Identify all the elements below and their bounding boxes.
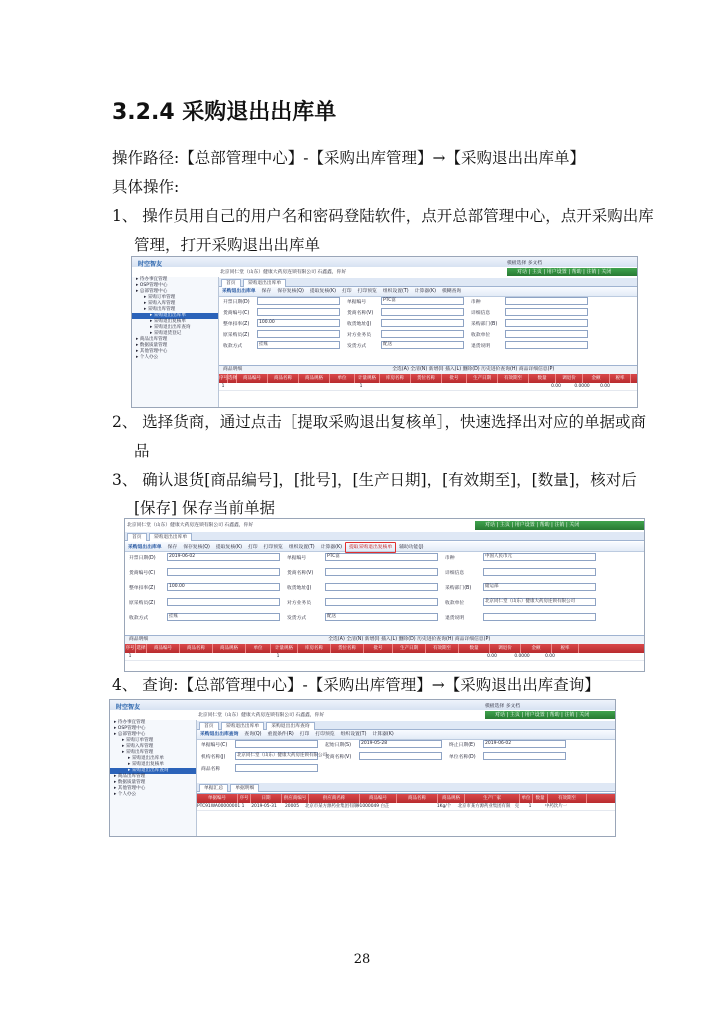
form-field — [129, 613, 280, 621]
field-input[interactable]: 北京同仁堂（山东）健康大药房连锁有限公司 — [237, 753, 327, 758]
grid-title-text: 商品明细 — [223, 367, 243, 372]
tree-item[interactable]: ▸ 采购出库管理 — [122, 750, 154, 755]
form-field — [347, 330, 464, 338]
result-tabs — [197, 783, 615, 792]
column-header[interactable]: 商品编号 — [147, 644, 180, 653]
grid-title — [125, 636, 644, 644]
column-header[interactable]: 货位名称 — [411, 374, 442, 383]
field-input[interactable]: 中国人民币元 — [483, 553, 596, 561]
toolbar-title: 采购退出出库单 — [128, 545, 162, 550]
tree-item[interactable]: ▸ 总部管理中心 — [136, 289, 168, 294]
field-label: 整单扣率(Z) — [129, 585, 156, 591]
column-header[interactable]: 供应商编号 — [282, 794, 309, 803]
field-input[interactable]: 储运部 — [483, 583, 596, 591]
toolbar — [197, 730, 615, 740]
form-field — [223, 341, 340, 349]
form-field — [201, 764, 318, 772]
toolbar-button[interactable]: 打印 — [248, 545, 258, 550]
column-header[interactable]: 计量规格 — [355, 374, 380, 383]
top-menu[interactable]: 对话 | 主页 | 用户设置 | 帮助 | 注销 | 关闭 — [475, 521, 645, 530]
tree-item[interactable]: ▸ 采购入库管理 — [144, 301, 176, 306]
screenshot-3 — [109, 699, 616, 837]
field-label: 单据编号 — [347, 299, 367, 305]
field-label: 货商名称(V) — [287, 570, 314, 576]
table-row[interactable] — [125, 653, 644, 661]
table-cell: 0.0000 — [574, 384, 590, 389]
toolbar-button[interactable]: 模糊查询 — [441, 289, 462, 294]
table-cell: PTC91WA00000001 — [197, 804, 241, 809]
form-field — [287, 553, 438, 561]
column-header[interactable]: 选择 — [136, 646, 146, 651]
table-cell: 1 — [128, 654, 132, 659]
toolbar — [125, 542, 644, 552]
field-input[interactable] — [381, 308, 464, 316]
form-field — [471, 308, 588, 316]
field-label: 收款单位 — [445, 600, 465, 606]
form-field — [129, 553, 280, 561]
field-label: 币种 — [445, 555, 455, 561]
detail-label: 具体操作: — [112, 178, 180, 196]
template-select[interactable]: 模板选择 多文档 — [507, 261, 543, 266]
step-4-line: 4、 查询:【总部管理中心】-【采购出库管理】→【采购退出出库查询】 — [112, 676, 600, 694]
tab-item[interactable]: 采购退出出库单 — [243, 279, 287, 287]
field-input[interactable]: 2019-06-02 — [167, 553, 280, 561]
toolbar-button[interactable]: 打印 — [342, 289, 352, 294]
toolbar-button[interactable]: 打印预览 — [263, 545, 283, 550]
toolbar-button[interactable]: 提取采购退出复核单 — [345, 542, 396, 553]
table-cell: 0.00 — [487, 654, 497, 659]
field-input[interactable] — [325, 568, 438, 576]
column-header[interactable]: 有效期至 — [498, 374, 529, 383]
toolbar-button[interactable]: 辅助功能(J) — [399, 545, 424, 550]
form-field — [129, 568, 280, 576]
tree-item[interactable]: ▸ OSP管理中心 — [114, 726, 146, 731]
field-label: 退货说明 — [471, 343, 491, 349]
field-input[interactable] — [505, 319, 588, 327]
column-header[interactable]: 供应商名称 — [309, 794, 360, 803]
page-number: 28 — [353, 952, 371, 967]
field-label: 发货方式 — [347, 343, 367, 349]
field-label: 对方业务员 — [347, 332, 371, 338]
form-field — [201, 740, 318, 748]
field-input[interactable] — [505, 330, 588, 338]
form-field — [471, 330, 588, 338]
field-label: 商品名称 — [201, 766, 221, 772]
field-label: 机构名称(J) — [201, 754, 226, 760]
table-cell: 1 — [359, 384, 363, 389]
step-2-line-2: 品 — [134, 442, 150, 460]
form-field — [471, 297, 588, 305]
company-greeting: 北京同仁堂（山东）健康大药房连锁有限公司 石鑫鑫，你好 — [220, 270, 347, 275]
operation-path: 操作路径:【总部管理中心】-【采购出库管理】→【采购退出出库单】 — [112, 149, 585, 167]
form-field — [347, 319, 464, 327]
column-header[interactable]: 序号 — [238, 794, 251, 803]
form-field — [325, 740, 442, 748]
column-header[interactable]: 税率 — [552, 644, 579, 653]
form-field — [287, 613, 438, 621]
step-2-line-1: 2、 选择货商，通过点击［提取采购退出复核单］，快速选择出对应的单据或商 — [112, 413, 647, 431]
tab-item[interactable]: 采购退出出库查询 — [266, 722, 314, 730]
tree-item[interactable]: ▸ 采购入库管理 — [122, 744, 154, 749]
toolbar-button[interactable]: 保存复核(Q) — [183, 545, 210, 550]
tab-item[interactable]: 首页 — [127, 533, 147, 541]
field-label: 起始日期(S) — [325, 742, 351, 748]
field-input[interactable] — [257, 297, 340, 305]
column-header[interactable]: 计量规格 — [271, 644, 298, 653]
tab-item[interactable]: 采购退出出库单 — [149, 533, 193, 541]
tree-item[interactable]: ▸ 采购出库管理 — [144, 307, 176, 312]
step-3-line-1: 3、 确认退货[商品编号]，[批号]，[生产日期]，[有效期至]，[数量]，核对后 — [112, 471, 637, 489]
field-input[interactable]: 北京同仁堂（山东）健康大药房连锁有限公司 — [483, 598, 596, 606]
field-label: 详细信息 — [471, 310, 491, 316]
field-label: 整单扣率(Z) — [223, 321, 250, 327]
column-header[interactable]: 数量 — [533, 794, 548, 803]
goods-grid — [219, 365, 637, 407]
field-label: 退货说明 — [445, 615, 465, 621]
field-label: 发货方式 — [287, 615, 307, 621]
table-cell: 1 — [276, 654, 280, 659]
toolbar-title: 采购退出出库单 — [222, 289, 256, 294]
tab-bar — [219, 278, 637, 287]
screenshot-1 — [131, 256, 638, 408]
field-input[interactable] — [505, 308, 588, 316]
toolbar-button[interactable]: 计算器(K) — [372, 732, 394, 737]
tree-item[interactable]: ▸ 商品出库管理 — [114, 774, 146, 779]
grid-columns — [197, 794, 615, 803]
tree-item[interactable]: ▸ 采购退出出库单 — [132, 313, 218, 319]
table-cell: 1 — [528, 804, 532, 809]
column-header[interactable]: 序号 — [219, 376, 228, 381]
form-field — [445, 553, 596, 561]
field-label: 货商名称(V) — [325, 754, 352, 760]
field-input[interactable] — [381, 319, 464, 327]
app-logo: 时空智友 — [138, 261, 163, 268]
table-cell: 2019-05-31 — [251, 804, 277, 809]
table-row[interactable] — [197, 803, 615, 811]
field-input[interactable] — [235, 764, 318, 772]
step-1-line-2: 管理，打开采购退出出库单 — [134, 236, 321, 254]
table-row[interactable] — [219, 383, 637, 391]
table-cell: 中药饮片一 — [545, 804, 567, 809]
field-input[interactable]: PTC富 — [381, 297, 464, 305]
tree-item[interactable]: ▸ 采购退出出库查询 — [110, 768, 196, 774]
tab-bar — [125, 532, 644, 541]
field-input[interactable] — [381, 330, 464, 338]
field-label: 货商编号(C) — [223, 310, 250, 316]
field-input[interactable] — [325, 598, 438, 606]
column-header[interactable]: 数量 — [459, 644, 490, 653]
form-field — [287, 583, 438, 591]
field-input[interactable] — [359, 752, 442, 760]
app-logo: 时空智友 — [116, 704, 141, 711]
table-cell: 1 — [241, 804, 245, 809]
tree-item[interactable]: ▸ 个人办公 — [114, 792, 137, 797]
field-label: 币种 — [471, 299, 481, 305]
column-header[interactable]: 单位 — [330, 374, 355, 383]
field-input[interactable] — [483, 613, 596, 621]
toolbar-button[interactable]: 打印预览 — [357, 289, 377, 294]
toolbar — [219, 287, 637, 297]
top-menu[interactable]: 对话 | 主页 | 用户设置 | 帮助 | 注销 | 关闭 — [507, 268, 638, 276]
column-header[interactable]: 单位 — [520, 794, 533, 803]
table-cell: 克 — [514, 804, 520, 809]
column-header[interactable]: 商品名称 — [397, 794, 438, 803]
field-input[interactable] — [167, 598, 280, 606]
column-header[interactable]: 调退价 — [490, 644, 521, 653]
field-label: 开票日期(D) — [129, 555, 156, 561]
toolbar-button[interactable]: 提取复核(K) — [309, 289, 336, 294]
column-header[interactable]: 金额 — [521, 644, 552, 653]
column-header[interactable]: 生产日期 — [467, 374, 498, 383]
tree-item[interactable]: ▸ 总部管理中心 — [114, 732, 146, 737]
field-input[interactable]: 挂账 — [257, 341, 340, 349]
toolbar-button[interactable]: 保存复核(Q) — [277, 289, 304, 294]
field-label: 单位名称(D) — [449, 754, 476, 760]
form-field — [129, 583, 280, 591]
tree-item[interactable]: ▸ 采购订单管理 — [144, 295, 176, 300]
field-label: 采购部门(B) — [445, 585, 472, 591]
field-label: 收款单位 — [471, 332, 491, 338]
column-header[interactable]: 库房名称 — [298, 644, 331, 653]
form-field — [223, 297, 340, 305]
form-field — [223, 319, 340, 327]
form-field — [449, 740, 566, 748]
grid-title-text: 商品明细 — [129, 637, 149, 642]
toolbar-button[interactable]: 提取复核(K) — [215, 545, 242, 550]
field-label: 收款方式 — [129, 615, 149, 621]
tree-item[interactable]: ▸ 数据质量管理 — [114, 780, 146, 785]
field-input[interactable] — [325, 583, 438, 591]
column-header[interactable]: 有效期至 — [548, 794, 587, 803]
field-input[interactable] — [167, 568, 280, 576]
form-field — [129, 598, 280, 606]
column-header[interactable]: 日期 — [251, 794, 282, 803]
section-heading: 3.2.4 采购退出出库单 — [112, 100, 337, 125]
table-cell: 北京市某方源药业集团有限 — [457, 804, 511, 809]
field-input[interactable] — [257, 330, 340, 338]
field-input[interactable]: 100.00 — [167, 583, 280, 591]
field-input[interactable]: 100.00 — [257, 319, 340, 327]
toolbar-button[interactable]: 组织设置(T) — [340, 732, 367, 737]
tree-item[interactable]: ▸ 采购订单管理 — [122, 738, 154, 743]
tab-item[interactable]: 单据汇总 — [199, 784, 228, 792]
field-input[interactable] — [483, 568, 596, 576]
field-label: 货商名称(V) — [347, 310, 374, 316]
form-field — [287, 568, 438, 576]
tree-item[interactable]: ▸ 采购退出出库单 — [128, 756, 164, 761]
table-cell: 1Kg/个 — [436, 804, 452, 809]
company-greeting: 北京同仁堂（山东）健康大药房连锁有限公司 石鑫鑫，你好 — [198, 713, 325, 718]
form-field — [445, 598, 596, 606]
field-label: 开票日期(D) — [223, 299, 250, 305]
tree-item[interactable]: ▸ 个人办公 — [136, 355, 159, 360]
column-header[interactable]: 批号 — [442, 374, 467, 383]
column-header[interactable]: 商品名称 — [180, 644, 213, 653]
grid-title — [219, 366, 637, 374]
tree-item[interactable]: ▸ 采购退出复核单 — [150, 319, 186, 324]
tree-item[interactable]: ▸ 数据质量管理 — [136, 343, 168, 348]
toolbar-button[interactable]: 保存 — [261, 289, 272, 294]
nav-tree — [132, 277, 219, 407]
grid-columns — [219, 374, 637, 383]
form-field — [471, 341, 588, 349]
toolbar-button[interactable]: 组织设置(T) — [288, 545, 315, 550]
tree-item[interactable]: ▸ 采购退货登记 — [150, 331, 182, 336]
column-header[interactable]: 单据编号 — [197, 794, 238, 803]
order-form — [219, 297, 637, 353]
field-label: 原采购员(Z) — [129, 600, 156, 606]
table-cell: 0.00 — [600, 384, 610, 389]
step-1-line-1: 1、 操作员用自己的用户名和密码登陆软件，点开总部管理中心，点开采购出库 — [112, 207, 654, 225]
toolbar-button[interactable]: 查询(Q) — [244, 732, 262, 737]
field-input[interactable] — [257, 308, 340, 316]
column-header[interactable]: 选择 — [228, 376, 237, 381]
form-field — [445, 613, 596, 621]
column-header[interactable]: 商品规格 — [213, 644, 246, 653]
form-field — [449, 752, 566, 760]
column-header[interactable]: 商品名称 — [268, 374, 299, 383]
toolbar-button[interactable]: 计算器(K) — [320, 545, 342, 550]
field-input[interactable]: 配送 — [381, 341, 464, 349]
tab-item[interactable]: 采购退出出库单 — [221, 722, 265, 730]
grid-columns — [125, 644, 644, 653]
grid-actions[interactable]: 全选(A) 全清(N) 新增(I) 插入(L) 删除(D) 历史进价查询(H) 商品详细信息(P) — [392, 367, 555, 372]
column-header[interactable]: 生产厂家 — [465, 794, 520, 803]
field-input[interactable]: PTC富 — [325, 553, 438, 561]
field-label: 单据编号(C) — [201, 742, 228, 748]
column-header[interactable]: 批号 — [364, 644, 393, 653]
column-header[interactable]: 生产日期 — [393, 644, 426, 653]
toolbar-button[interactable]: 计算器(K) — [414, 289, 436, 294]
column-header[interactable]: 数量 — [529, 374, 556, 383]
field-input[interactable]: 2019-06-02 — [483, 740, 566, 748]
grid-actions[interactable]: 全选(A) 全清(N) 新增(I) 插入(L) 删除(D) 历史进价查询(H) 商品详细信息(P) — [328, 637, 491, 642]
tree-item[interactable]: ▸ 其他管理中心 — [136, 349, 168, 354]
tree-item[interactable]: ▸ 待办事宜管理 — [136, 277, 168, 282]
table-cell: 0.0000 — [514, 654, 530, 659]
field-label: 终止日期(E) — [449, 742, 475, 748]
tree-item[interactable]: ▸ 其他管理中心 — [114, 786, 146, 791]
field-input[interactable]: 配送 — [325, 613, 438, 621]
screenshot-2 — [124, 518, 645, 672]
tab-bar — [197, 721, 615, 730]
field-input[interactable] — [505, 341, 588, 349]
form-field — [223, 330, 340, 338]
column-header[interactable]: 税率 — [610, 374, 631, 383]
column-header[interactable]: 商品编号 — [237, 374, 268, 383]
field-input[interactable] — [483, 752, 566, 760]
field-input[interactable] — [235, 740, 318, 748]
column-header[interactable]: 商品规格 — [299, 374, 330, 383]
table-cell: 91000049 白芷 — [356, 804, 390, 809]
tab-item[interactable]: 首页 — [221, 279, 241, 287]
column-header[interactable]: 单位 — [246, 644, 271, 653]
field-input[interactable] — [505, 297, 588, 305]
tab-item[interactable]: 首页 — [199, 722, 219, 730]
column-header[interactable]: 库房名称 — [380, 374, 411, 383]
result-grid — [197, 793, 615, 836]
tab-item[interactable]: 单据明细 — [230, 784, 259, 792]
table-cell: 0.00 — [545, 654, 555, 659]
field-label: 详细信息 — [445, 570, 465, 576]
field-input[interactable]: 挂账 — [167, 613, 280, 621]
template-select[interactable]: 模板选择 多文档 — [485, 704, 521, 709]
field-label: 采购部门(B) — [471, 321, 498, 327]
column-header[interactable]: 商品规格 — [438, 794, 465, 803]
toolbar-button[interactable]: 保存 — [167, 545, 178, 550]
tree-item[interactable]: ▸ 商品出库管理 — [136, 337, 168, 342]
field-label: 收货地址(J) — [347, 321, 372, 327]
table-cell: 1 — [221, 384, 225, 389]
company-greeting: 北京同仁堂（山东）健康大药房连锁有限公司 石鑫鑫，你好 — [127, 523, 254, 528]
toolbar-title: 采购退出出库查询 — [200, 732, 239, 737]
field-label: 原采购员(Z) — [223, 332, 250, 338]
form-field — [471, 319, 588, 327]
form-field — [347, 308, 464, 316]
toolbar-button[interactable]: 打印预览 — [315, 732, 335, 737]
toolbar-button[interactable]: 打印 — [299, 732, 310, 737]
column-header[interactable]: 金额 — [583, 374, 610, 383]
nav-tree — [110, 720, 197, 836]
field-label: 对方业务员 — [287, 600, 311, 606]
form-field — [325, 752, 442, 760]
tree-item[interactable]: ▸ OSP管理中心 — [136, 283, 168, 288]
column-header[interactable]: 调退价 — [556, 374, 583, 383]
query-form — [197, 740, 615, 780]
field-label: 收款方式 — [223, 343, 243, 349]
goods-grid — [125, 635, 644, 671]
toolbar-button[interactable]: 组织设置(T) — [382, 289, 409, 294]
tree-item[interactable]: ▸ 待办事宜管理 — [114, 720, 146, 725]
tree-item[interactable]: ▸ 采购退出出库查询 — [150, 325, 191, 330]
field-label: 收货地址(J) — [287, 585, 312, 591]
form-field — [287, 598, 438, 606]
column-header[interactable]: 货位名称 — [331, 644, 364, 653]
table-cell: 20005 — [285, 804, 299, 809]
field-label: 货商编号(C) — [129, 570, 156, 576]
form-field — [445, 583, 596, 591]
column-header[interactable]: 序号 — [125, 646, 135, 651]
order-form — [125, 553, 644, 633]
form-field — [201, 752, 327, 760]
toolbar-button[interactable]: 重置条件(R) — [267, 732, 294, 737]
table-cell: 0.00 — [551, 384, 561, 389]
form-field — [347, 341, 464, 349]
tree-item[interactable]: ▸ 采购退出复核单 — [128, 762, 164, 767]
field-label: 单据编号 — [287, 555, 307, 561]
field-input[interactable]: 2019-05-28 — [359, 740, 442, 748]
table-cell: 北京市某方源药业集团有限 — [305, 804, 358, 809]
form-field — [223, 308, 340, 316]
form-field — [347, 297, 464, 305]
step-3-line-2: [保存] 保存当前单据 — [134, 499, 276, 517]
form-field — [445, 568, 596, 576]
column-header[interactable]: 有效期至 — [426, 644, 459, 653]
top-menu[interactable]: 对话 | 主页 | 用户设置 | 帮助 | 注销 | 关闭 — [485, 711, 616, 719]
column-header[interactable]: 商品编号 — [360, 794, 397, 803]
